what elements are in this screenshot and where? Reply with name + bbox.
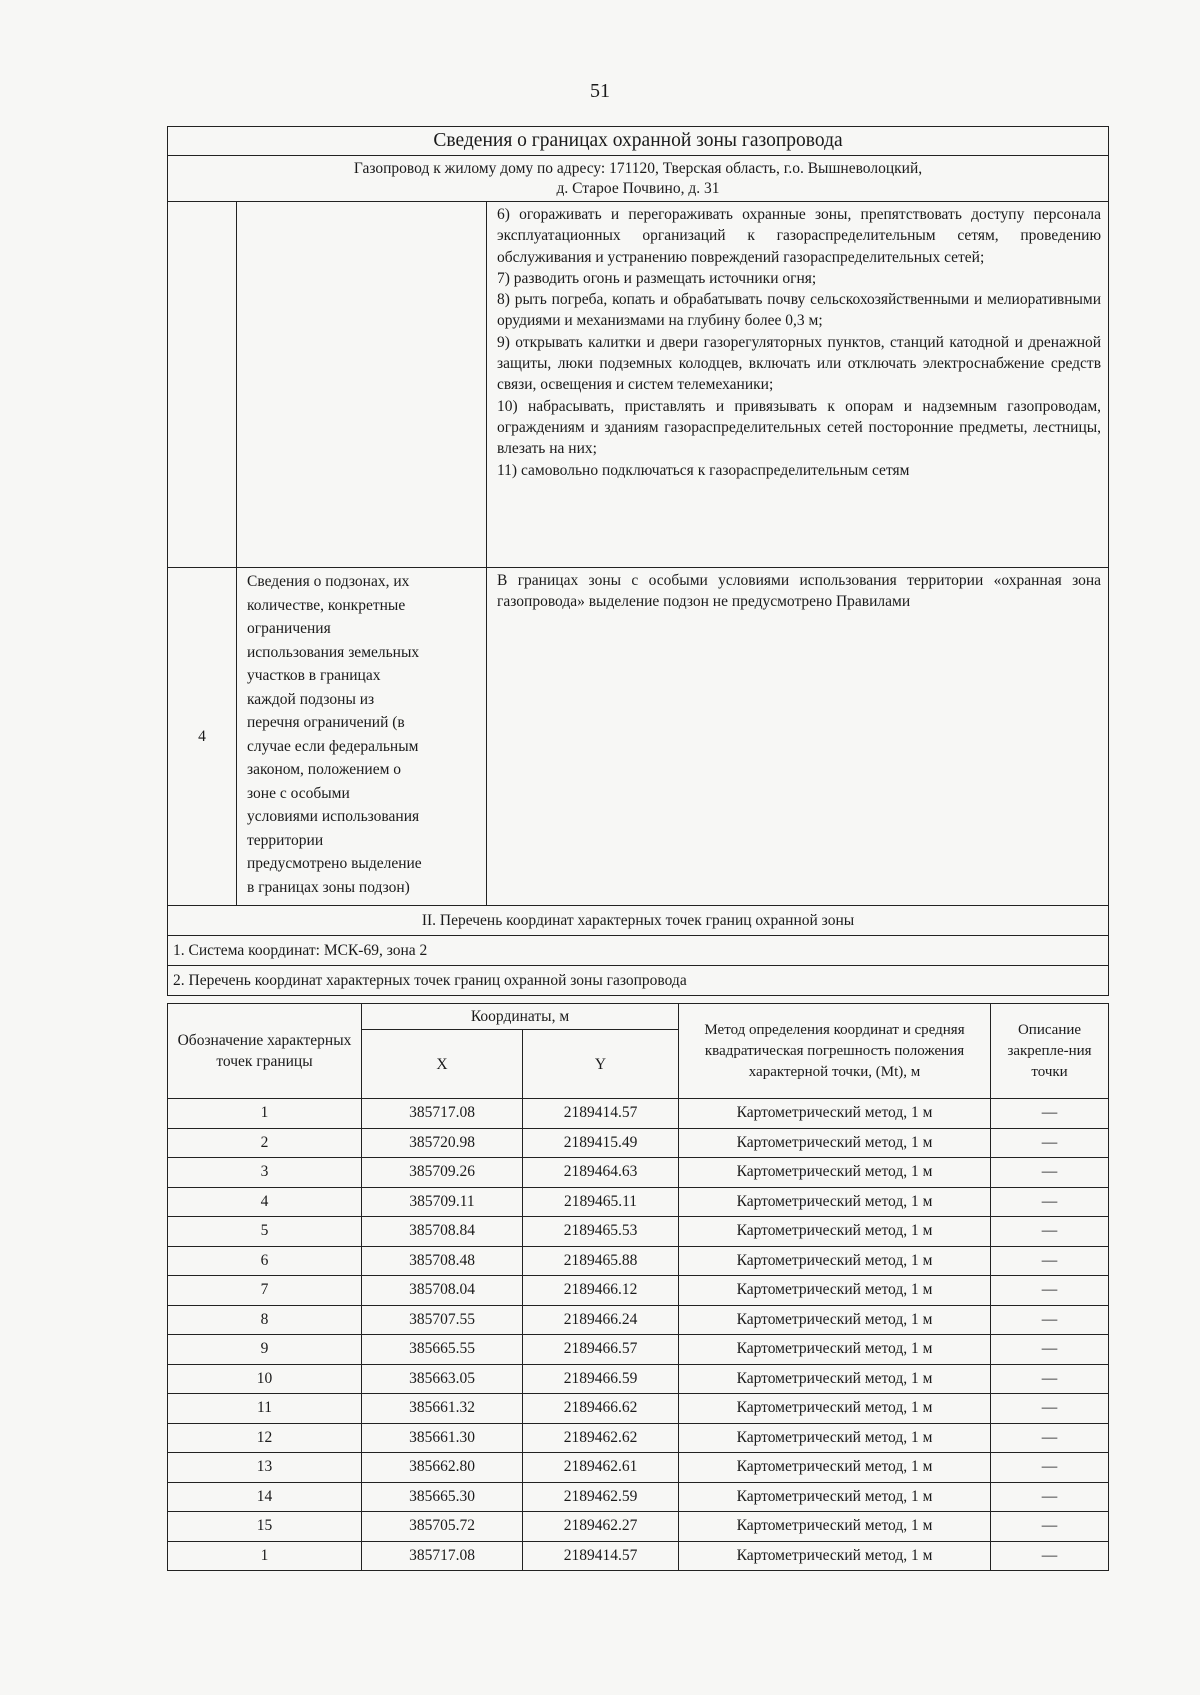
object-subtitle-line2: д. Старое Почвино, д. 31 xyxy=(556,180,720,197)
method-cell: Картометрический метод, 1 м xyxy=(679,1453,991,1483)
method-cell: Картометрический метод, 1 м xyxy=(679,1187,991,1217)
section2-title: II. Перечень координат характерных точек границ охранной зоны xyxy=(168,906,1109,936)
x-coordinate-cell: 385661.32 xyxy=(362,1394,523,1424)
table-row xyxy=(168,1453,1109,1483)
method-cell: Картометрический метод, 1 м xyxy=(679,1394,991,1424)
table-row xyxy=(168,1276,1109,1306)
table-row xyxy=(168,1394,1109,1424)
restriction-item: 7) разводить огонь и размещать источники огня; xyxy=(497,269,817,287)
x-coordinate-cell: 385663.05 xyxy=(362,1364,523,1394)
table-row xyxy=(168,1364,1109,1394)
table-row xyxy=(168,1541,1109,1571)
restriction-item: 9) открывать калитки и двери газорегуляторных пунктов, станций катодной и дренажной защиты, люки подземных колодцев, включать или отключать электроснабжение средств связи, освещения и систем телемеханики; xyxy=(497,333,1102,394)
object-subtitle xyxy=(168,156,1109,202)
y-coordinate-cell: 2189466.24 xyxy=(523,1305,679,1335)
y-coordinate-cell: 2189414.57 xyxy=(523,1541,679,1571)
row4-label-line: предусмотрено выделение xyxy=(247,855,422,872)
header-point: Обозначение характерных точек границы xyxy=(168,1004,362,1099)
table-row xyxy=(168,1128,1109,1158)
table-row xyxy=(168,1158,1109,1188)
table-row xyxy=(168,1217,1109,1247)
y-coordinate-cell: 2189465.11 xyxy=(523,1187,679,1217)
x-coordinate-cell: 385709.11 xyxy=(362,1187,523,1217)
coord-system: 1. Система координат: МСК-69, зона 2 xyxy=(168,936,1109,966)
row4-label-line: участков в границах xyxy=(247,667,381,684)
point-number-cell: 9 xyxy=(168,1335,362,1365)
x-coordinate-cell: 385662.80 xyxy=(362,1453,523,1483)
y-coordinate-cell: 2189466.57 xyxy=(523,1335,679,1365)
method-cell: Картометрический метод, 1 м xyxy=(679,1099,991,1129)
point-number-cell: 1 xyxy=(168,1541,362,1571)
coordinates-table xyxy=(167,1003,1109,1571)
table-row xyxy=(168,1187,1109,1217)
table-row xyxy=(168,1305,1109,1335)
header-method: Метод определения координат и средняя квадратическая погрешность положения характерной точки, (Mt), м xyxy=(679,1004,991,1099)
table-row xyxy=(168,1246,1109,1276)
y-coordinate-cell: 2189465.53 xyxy=(523,1217,679,1247)
row4-label xyxy=(237,568,487,906)
row4-value-text: В границах зоны с особыми условиями использования территории «охранная зона газопровода» выделение подзон не предусмотрено Правилами xyxy=(497,572,1102,611)
x-coordinate-cell: 385708.84 xyxy=(362,1217,523,1247)
point-number-cell: 3 xyxy=(168,1158,362,1188)
point-number-cell: 4 xyxy=(168,1187,362,1217)
description-cell: — xyxy=(991,1128,1109,1158)
y-coordinate-cell: 2189462.59 xyxy=(523,1482,679,1512)
row4-label-line: в границах зоны подзон) xyxy=(247,878,410,896)
x-coordinate-cell: 385717.08 xyxy=(362,1541,523,1571)
zone-info-table xyxy=(167,126,1109,996)
point-number-cell: 2 xyxy=(168,1128,362,1158)
point-number-cell: 14 xyxy=(168,1482,362,1512)
y-coordinate-cell: 2189462.27 xyxy=(523,1512,679,1542)
x-coordinate-cell: 385720.98 xyxy=(362,1128,523,1158)
method-cell: Картометрический метод, 1 м xyxy=(679,1541,991,1571)
method-cell: Картометрический метод, 1 м xyxy=(679,1364,991,1394)
x-coordinate-cell: 385707.55 xyxy=(362,1305,523,1335)
table-row xyxy=(168,1335,1109,1365)
row4-label-line: перечня ограничений (в xyxy=(247,714,405,731)
method-cell: Картометрический метод, 1 м xyxy=(679,1305,991,1335)
description-cell: — xyxy=(991,1335,1109,1365)
point-number-cell: 13 xyxy=(168,1453,362,1483)
method-cell: Картометрический метод, 1 м xyxy=(679,1335,991,1365)
row4-label-line: использования земельных xyxy=(247,643,420,661)
y-coordinate-cell: 2189466.12 xyxy=(523,1276,679,1306)
method-cell: Картометрический метод, 1 м xyxy=(679,1158,991,1188)
description-cell: — xyxy=(991,1453,1109,1483)
description-cell: — xyxy=(991,1364,1109,1394)
restriction-item: 10) набрасывать, приставлять и привязывать к опорам и надземным газопроводам, ограждениям и зданиям газораспределительных сетей посторонние предметы, лестницы, влезать на них; xyxy=(497,397,1102,458)
description-cell: — xyxy=(991,1541,1109,1571)
point-number-cell: 5 xyxy=(168,1217,362,1247)
description-cell: — xyxy=(991,1482,1109,1512)
row4-value xyxy=(487,568,1109,906)
method-cell: Картометрический метод, 1 м xyxy=(679,1482,991,1512)
y-coordinate-cell: 2189465.88 xyxy=(523,1246,679,1276)
points-body xyxy=(168,1099,1109,1571)
table-title: Сведения о границах охранной зоны газопровода xyxy=(168,127,1109,156)
method-cell: Картометрический метод, 1 м xyxy=(679,1423,991,1453)
header-description: Описание закрепле-ния точки xyxy=(991,1004,1109,1099)
y-coordinate-cell: 2189464.63 xyxy=(523,1158,679,1188)
description-cell: — xyxy=(991,1217,1109,1247)
description-cell: — xyxy=(991,1423,1109,1453)
row4-label-line: Сведения о подзонах, их xyxy=(247,573,410,590)
header-coords: Координаты, м xyxy=(362,1004,679,1030)
description-cell: — xyxy=(991,1394,1109,1424)
x-coordinate-cell: 385705.72 xyxy=(362,1512,523,1542)
y-coordinate-cell: 2189466.62 xyxy=(523,1394,679,1424)
row4-number: 4 xyxy=(168,568,237,906)
row4-label-line: условиями использования xyxy=(247,808,420,825)
restriction-item: 11) самовольно подключаться к газораспределительным сетям xyxy=(497,461,910,479)
page-number: 51 xyxy=(590,80,610,102)
row4-label-line: количестве, конкретные xyxy=(247,596,406,614)
y-coordinate-cell: 2189414.57 xyxy=(523,1099,679,1129)
table-row xyxy=(168,1423,1109,1453)
y-coordinate-cell: 2189466.59 xyxy=(523,1364,679,1394)
description-cell: — xyxy=(991,1099,1109,1129)
x-coordinate-cell: 385709.26 xyxy=(362,1158,523,1188)
method-cell: Картометрический метод, 1 м xyxy=(679,1276,991,1306)
row3-number-cell xyxy=(168,202,237,568)
x-coordinate-cell: 385708.48 xyxy=(362,1246,523,1276)
row4-label-line: зоне с особыми xyxy=(247,784,350,802)
restrictions-cell xyxy=(487,202,1109,568)
coord-list-title: 2. Перечень координат характерных точек границ охранной зоны газопровода xyxy=(168,966,1109,996)
description-cell: — xyxy=(991,1246,1109,1276)
y-coordinate-cell: 2189415.49 xyxy=(523,1128,679,1158)
row4-label-line: каждой подзоны из xyxy=(247,690,375,708)
point-number-cell: 12 xyxy=(168,1423,362,1453)
description-cell: — xyxy=(991,1158,1109,1188)
table-row xyxy=(168,1099,1109,1129)
row4-label-line: ограничения xyxy=(247,620,331,637)
x-coordinate-cell: 385661.30 xyxy=(362,1423,523,1453)
point-number-cell: 10 xyxy=(168,1364,362,1394)
method-cell: Картометрический метод, 1 м xyxy=(679,1512,991,1542)
x-coordinate-cell: 385717.08 xyxy=(362,1099,523,1129)
row4-label-line: случае если федеральным xyxy=(247,737,419,755)
point-number-cell: 6 xyxy=(168,1246,362,1276)
method-cell: Картометрический метод, 1 м xyxy=(679,1128,991,1158)
row4-label-line: законом, положением о xyxy=(247,761,402,778)
point-number-cell: 8 xyxy=(168,1305,362,1335)
row4-label-line: территории xyxy=(247,831,324,849)
x-coordinate-cell: 385665.55 xyxy=(362,1335,523,1365)
description-cell: — xyxy=(991,1512,1109,1542)
restriction-item: 6) огораживать и перегораживать охранные зоны, препятствовать доступу персонала эксплуатационных организаций к газораспределительным сетям, проведению обслуживания и устранению повреждений газораспределительных сетей; xyxy=(497,206,1102,266)
description-cell: — xyxy=(991,1305,1109,1335)
row3-label-cell xyxy=(237,202,487,568)
header-x: X xyxy=(362,1030,523,1099)
method-cell: Картометрический метод, 1 м xyxy=(679,1217,991,1247)
method-cell: Картометрический метод, 1 м xyxy=(679,1246,991,1276)
restriction-item: 8) рыть погреба, копать и обрабатывать почву сельскохозяйственными и мелиоративными орудиями и механизмами на глубину более 0,3 м; xyxy=(497,291,1102,330)
description-cell: — xyxy=(991,1276,1109,1306)
y-coordinate-cell: 2189462.61 xyxy=(523,1453,679,1483)
point-number-cell: 15 xyxy=(168,1512,362,1542)
x-coordinate-cell: 385708.04 xyxy=(362,1276,523,1306)
table-row xyxy=(168,1482,1109,1512)
description-cell: — xyxy=(991,1187,1109,1217)
y-coordinate-cell: 2189462.62 xyxy=(523,1423,679,1453)
x-coordinate-cell: 385665.30 xyxy=(362,1482,523,1512)
table-row xyxy=(168,1512,1109,1542)
point-number-cell: 11 xyxy=(168,1394,362,1424)
point-number-cell: 7 xyxy=(168,1276,362,1306)
point-number-cell: 1 xyxy=(168,1099,362,1129)
object-subtitle-line1: Газопровод к жилому дому по адресу: 171120, Тверская область, г.о. Вышневолоцкий, xyxy=(353,160,923,177)
header-y: Y xyxy=(523,1030,679,1099)
